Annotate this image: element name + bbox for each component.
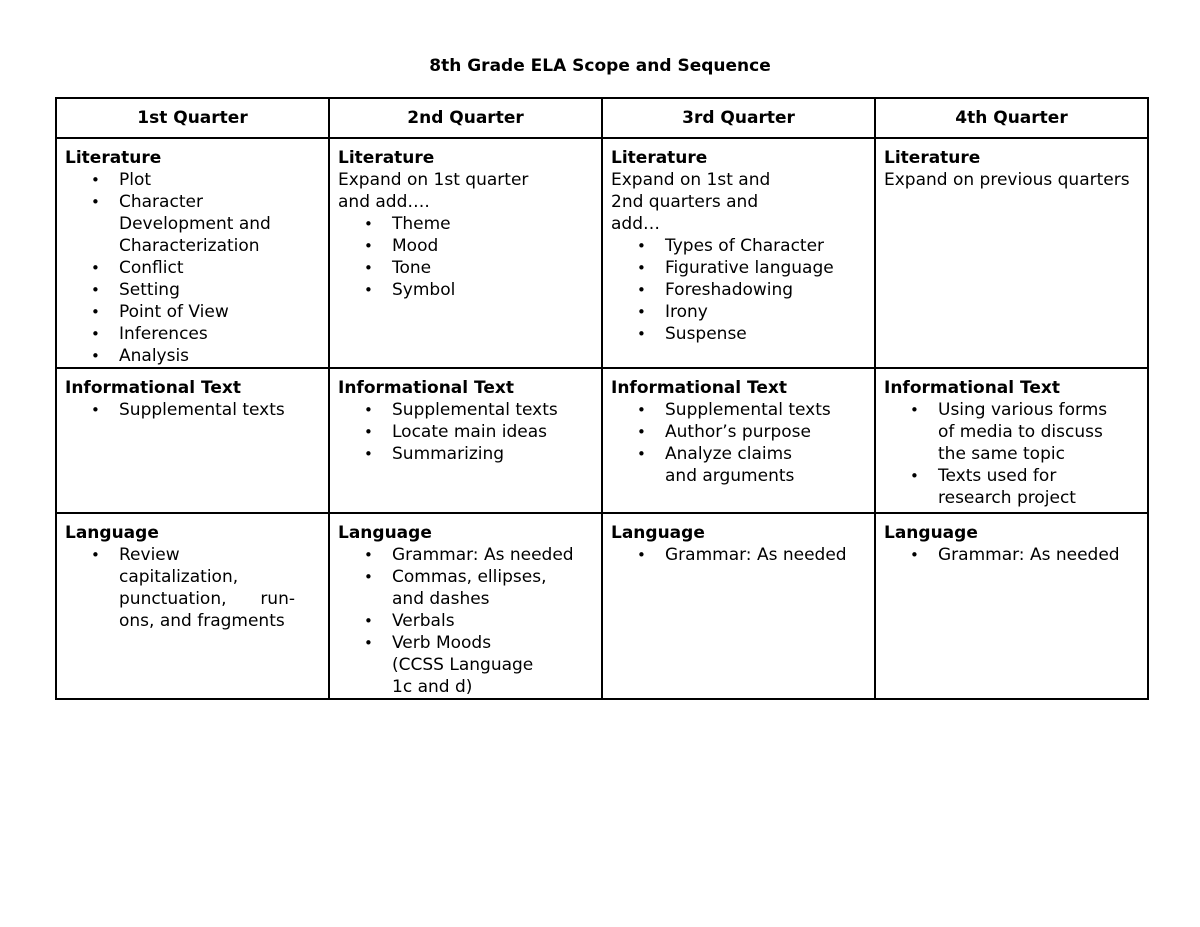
informational-q4-item: • Using various forms of media to discuss the same topic bbox=[938, 399, 1147, 465]
language-q4-item: • Grammar: As needed bbox=[938, 544, 1147, 566]
language-heading: Language bbox=[884, 523, 978, 543]
informational-q4-list bbox=[884, 399, 1147, 509]
literature-q1-item: • Conflict bbox=[119, 257, 328, 279]
literature-heading: Literature bbox=[611, 148, 708, 168]
language-q4-cell bbox=[875, 513, 1148, 699]
literature-q1-item: • Plot bbox=[119, 169, 328, 191]
header-q1: 1st Quarter bbox=[56, 98, 329, 138]
scope-sequence-table bbox=[55, 97, 1149, 700]
informational-heading: Informational Text bbox=[611, 378, 787, 398]
language-q1-list bbox=[65, 544, 328, 632]
literature-q3-cell bbox=[602, 138, 875, 368]
language-heading: Language bbox=[611, 523, 705, 543]
literature-heading: Literature bbox=[884, 148, 981, 168]
informational-q2-item: • Supplemental texts bbox=[392, 399, 601, 421]
header-q4: 4th Quarter bbox=[875, 98, 1148, 138]
language-q2-cell bbox=[329, 513, 602, 699]
informational-q2-item: • Locate main ideas bbox=[392, 421, 601, 443]
literature-q3-item: • Irony bbox=[665, 301, 874, 323]
informational-row bbox=[56, 368, 1148, 513]
literature-q2-intro: Expand on 1st quarter and add…. bbox=[338, 170, 529, 212]
language-heading: Language bbox=[338, 523, 432, 543]
header-q3: 3rd Quarter bbox=[602, 98, 875, 138]
literature-q1-item: • Character Development and Characterization bbox=[119, 191, 328, 257]
literature-q3-item: • Types of Character bbox=[665, 235, 874, 257]
language-q3-cell bbox=[602, 513, 875, 699]
literature-q4-intro: Expand on previous quarters bbox=[884, 170, 1130, 190]
language-q1-cell bbox=[56, 513, 329, 699]
informational-q3-item: • Supplemental texts bbox=[665, 399, 874, 421]
literature-q3-item: • Foreshadowing bbox=[665, 279, 874, 301]
literature-q1-list bbox=[65, 169, 328, 367]
literature-heading: Literature bbox=[65, 148, 162, 168]
language-q2-item: • Grammar: As needed bbox=[392, 544, 601, 566]
informational-q3-list bbox=[611, 399, 874, 487]
literature-heading: Literature bbox=[338, 148, 435, 168]
informational-q2-list bbox=[338, 399, 601, 465]
informational-q3-item: • Analyze claims and arguments bbox=[665, 443, 874, 487]
literature-q2-item: • Mood bbox=[392, 235, 601, 257]
literature-q1-item: • Setting bbox=[119, 279, 328, 301]
literature-q2-cell bbox=[329, 138, 602, 368]
informational-heading: Informational Text bbox=[338, 378, 514, 398]
language-q2-item: • Commas, ellipses, and dashes bbox=[392, 566, 601, 610]
literature-q2-list bbox=[338, 213, 601, 301]
literature-q1-item: • Point of View bbox=[119, 301, 328, 323]
literature-q2-item: • Tone bbox=[392, 257, 601, 279]
language-q2-item: • Verbals bbox=[392, 610, 601, 632]
header-q2: 2nd Quarter bbox=[329, 98, 602, 138]
language-q2-item: • Verb Moods (CCSS Language 1c and d) bbox=[392, 632, 601, 698]
literature-row bbox=[56, 138, 1148, 368]
literature-q2-item: • Symbol bbox=[392, 279, 601, 301]
informational-q1-item: • Supplemental texts bbox=[119, 399, 328, 421]
language-q1-item: • Review capitalization, punctuation, run-ons, and fragments bbox=[119, 544, 295, 632]
literature-q2-item: • Theme bbox=[392, 213, 601, 235]
language-q3-item: • Grammar: As needed bbox=[665, 544, 874, 566]
literature-q4-cell bbox=[875, 138, 1148, 368]
informational-q4-cell bbox=[875, 368, 1148, 513]
literature-q1-item: • Analysis bbox=[119, 345, 328, 367]
literature-q1-cell bbox=[56, 138, 329, 368]
document-title: 8th Grade ELA Scope and Sequence bbox=[429, 56, 771, 76]
literature-q3-item: • Suspense bbox=[665, 323, 874, 345]
informational-q2-cell bbox=[329, 368, 602, 513]
informational-heading: Informational Text bbox=[884, 378, 1060, 398]
language-q3-list bbox=[611, 544, 874, 566]
informational-q1-cell bbox=[56, 368, 329, 513]
informational-q3-item: • Author’s purpose bbox=[665, 421, 874, 443]
informational-q3-cell bbox=[602, 368, 875, 513]
language-q4-list bbox=[884, 544, 1147, 566]
literature-q3-list bbox=[611, 235, 874, 345]
informational-heading: Informational Text bbox=[65, 378, 241, 398]
informational-q2-item: • Summarizing bbox=[392, 443, 601, 465]
language-row bbox=[56, 513, 1148, 699]
literature-q1-item: • Inferences bbox=[119, 323, 328, 345]
language-heading: Language bbox=[65, 523, 159, 543]
literature-q3-intro: Expand on 1st and 2nd quarters and add… bbox=[611, 170, 771, 234]
language-q2-list bbox=[338, 544, 601, 698]
informational-q1-list bbox=[65, 399, 328, 421]
quarter-header-row bbox=[56, 98, 1148, 138]
literature-q3-item: • Figurative language bbox=[665, 257, 874, 279]
informational-q4-item: • Texts used for research project bbox=[938, 465, 1147, 509]
